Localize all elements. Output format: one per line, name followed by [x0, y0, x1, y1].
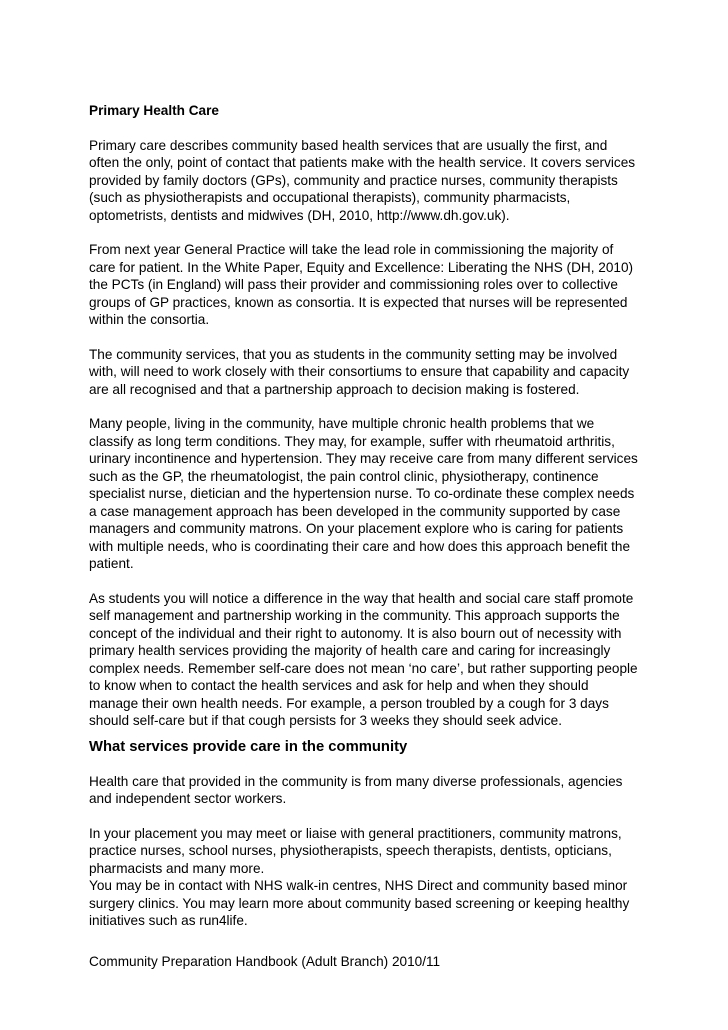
text-line: You may be in contact with NHS walk-in centres, NHS Direct and community based minor [89, 878, 628, 893]
text-line: specialist nurse, dietician and the hypertension nurse. To co-ordinate these complex needs [89, 486, 635, 501]
text-line: optometrists, dentists and midwives (DH, 2010, http://www.dh.gov.uk). [89, 207, 510, 223]
section-heading-primary-health-care: Primary Health Care [89, 103, 219, 118]
text-line: The community services, that you as students in the community setting may be involved [89, 346, 618, 362]
text-line: to know when to contact the health services and ask for help and when they should [89, 678, 589, 693]
text-line: often the only, point of contact that patients make with the health service. It covers services [89, 155, 636, 170]
page-footer: Community Preparation Handbook (Adult Branch) 2010/11 [89, 954, 441, 969]
text-line: manage their own health needs. For example, a person troubled by a cough for 3 days [89, 695, 609, 711]
text-line: urinary incontinence and hypertension. They may receive care from many different services [89, 451, 638, 466]
text-line: surgery clinics. You may learn more about community based screening or keeping healthy [89, 895, 630, 911]
paragraph [89, 590, 689, 730]
text-line: classify as long term conditions. They may, for example, suffer with rheumatoid arthritis, [89, 433, 615, 449]
text-line: complex needs. Remember self-care does not mean ‘no care’, but rather supporting people [89, 660, 638, 676]
paragraph [89, 415, 689, 573]
paragraph [89, 241, 689, 329]
text-line: Primary care describes community based health services that are usually the first, and [89, 137, 608, 153]
text-line: care for patient. In the White Paper, Equity and Excellence: Liberating the NHS (DH, 2010) [89, 259, 634, 275]
text-line: concept of the individual and their right to autonomy. It is also bourn out of necessity with [89, 625, 622, 641]
text-line: and independent sector workers. [89, 791, 287, 806]
paragraph [89, 825, 689, 930]
text-line: with, will need to work closely with their consortiums to ensure that capability and capacity [89, 364, 630, 379]
text-line: should self-care but if that cough persists for 3 weeks they should seek advice. [89, 713, 563, 728]
paragraph [89, 137, 689, 225]
text-line: practice nurses, school nurses, physiotherapists, speech therapists, dentists, opticians, [89, 843, 612, 858]
text-line: with multiple needs, who is coordinating their care and how does this approach benefit the [89, 538, 631, 554]
text-line: managers and community matrons. On your placement explore who is caring for patients [89, 521, 624, 536]
text-line: Health care that provided in the community is from many diverse professionals, agencies [89, 773, 623, 789]
text-line: groups of GP practices, known as consortia. It is expected that nurses will be represented [89, 294, 628, 310]
text-line: initiatives such as run4life. [89, 913, 248, 928]
text-line: In your placement you may meet or liaise with general practitioners, community matrons, [89, 825, 622, 841]
text-line: provided by family doctors (GPs), community and practice nurses, community therapists [89, 172, 618, 188]
text-line: (such as physiotherapists and occupational therapists), community pharmacists, [89, 190, 571, 205]
text-line: are all recognised and that a partnership approach to decision making is fostered. [89, 381, 580, 397]
text-line: As students you will notice a difference in the way that health and social care staff promote [89, 590, 634, 606]
text-line: pharmacists and many more. [89, 860, 265, 876]
paragraph [89, 773, 689, 808]
section-heading-community-services: What services provide care in the community [89, 738, 408, 755]
text-line: a case management approach has been developed in the community supported by case [89, 503, 621, 519]
text-line: From next year General Practice will take the lead role in commissioning the majority of [89, 242, 614, 257]
text-line: within the consortia. [89, 312, 210, 327]
document-body [89, 102, 689, 930]
text-line: primary health services providing the majority of health care and caring for increasingly [89, 643, 611, 658]
text-line: such as the GP, the rheumatologist, the pain control clinic, physiotherapy, continence [89, 468, 599, 484]
text-line: Many people, living in the community, have multiple chronic health problems that we [89, 416, 595, 431]
text-line: the PCTs (in England) will pass their provider and commissioning roles over to collective [89, 277, 618, 292]
paragraph [89, 346, 689, 399]
text-line: self management and partnership working in the community. This approach supports the [89, 608, 620, 623]
text-line: patient. [89, 556, 134, 571]
